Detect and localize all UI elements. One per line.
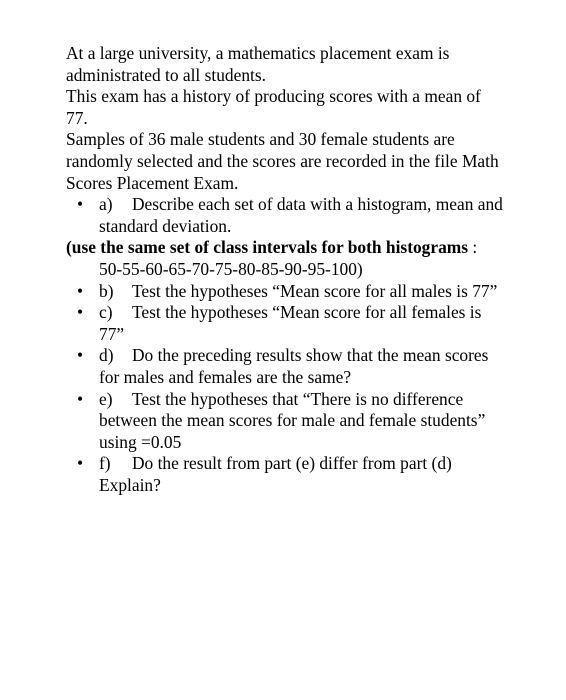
class-interval-note xyxy=(66,237,506,259)
question-item-c xyxy=(66,302,506,345)
question-item-f xyxy=(66,453,506,496)
intro-paragraph-2: This exam has a history of producing scores with a mean of 77. xyxy=(66,86,481,128)
note-bold-text: (use the same set of class intervals for both histograms xyxy=(66,237,469,258)
note-colon: : xyxy=(468,237,478,258)
class-intervals: 50-55-60-65-70-75-80-85-90-95-100) xyxy=(99,258,363,279)
question-text: Test the hypotheses that “There is no difference between the mean scores for male and female students” using =0.05 xyxy=(99,388,486,452)
question-item-d xyxy=(66,345,506,388)
question-text: Do the preceding results show that the mean scores for males and females are the same? xyxy=(99,345,489,387)
question-letter: e) xyxy=(99,388,113,409)
question-letter: c) xyxy=(99,302,113,323)
document-body xyxy=(66,43,506,496)
question-item-a xyxy=(66,194,506,237)
question-letter: a) xyxy=(99,194,113,215)
intro-paragraph-3: Samples of 36 male students and 30 female students are randomly selected and the scores are recorded in the file Math Scores Placement Exam. xyxy=(66,129,499,193)
question-item-e xyxy=(66,389,506,454)
question-text: Test the hypotheses “Mean score for all females is 77” xyxy=(99,302,482,344)
question-text: Do the result from part (e) differ from part (d) Explain? xyxy=(99,453,452,495)
question-text: Describe each set of data with a histogram, mean and standard deviation. xyxy=(99,194,503,236)
question-list-b xyxy=(66,281,506,497)
intro-paragraph-1: At a large university, a mathematics placement exam is administrated to all students. xyxy=(66,43,450,85)
question-list-a xyxy=(66,194,506,237)
question-text: Test the hypotheses “Mean score for all males is 77” xyxy=(132,280,498,301)
question-letter: d) xyxy=(99,345,114,366)
question-letter: b) xyxy=(99,280,114,301)
question-letter: f) xyxy=(99,453,111,474)
question-item-b xyxy=(66,281,506,303)
